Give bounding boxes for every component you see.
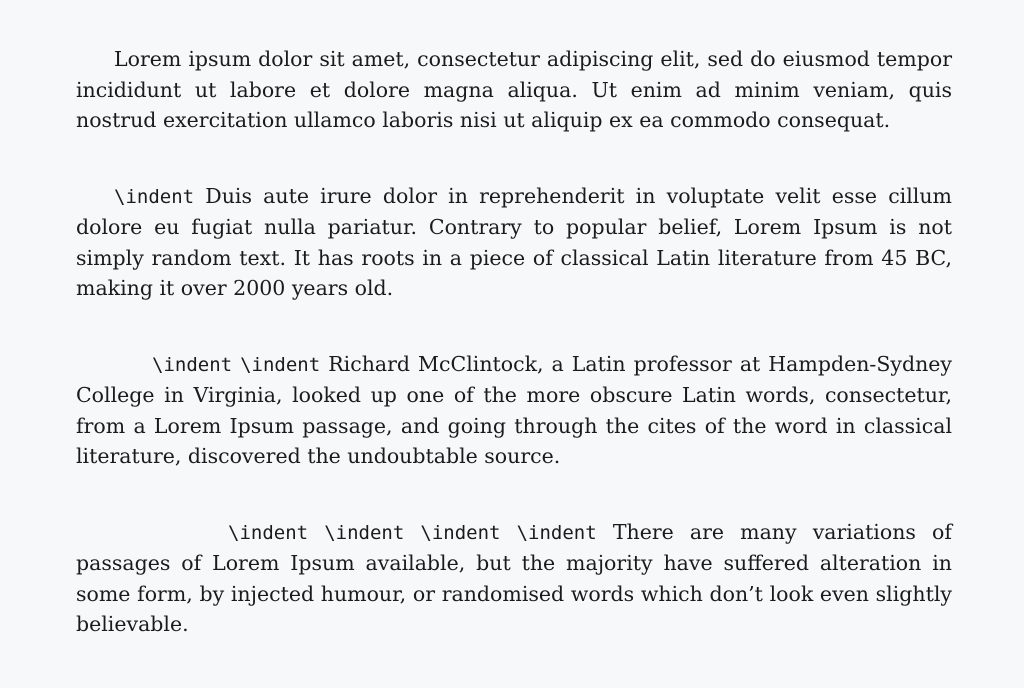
paragraph-text: Richard McClintock, a Latin professor at Hampden-Sydney College in Virginia, looked up one of the more obscure Latin words, consectetur, from a Lorem Ipsum passage, and going through the cites of the word in classical literature, discovered the undoubtable source. bbox=[76, 351, 952, 468]
paragraph-text: There are many variations of passages of Lorem Ipsum available, but the majority have suffered alteration in some form, by injected humour, or randomised words which don’t look even slightly believable. bbox=[76, 519, 952, 636]
paragraph-text: Lorem ipsum dolor sit amet, consectetur adipiscing elit, sed do eiusmod tempor incididunt ut labore et dolore magna aliqua. Ut enim ad minim veniam, quis nostrud exercitation ullamco laboris nisi ut aliquip ex ea commodo consequat. bbox=[76, 47, 952, 132]
indent-command: \indent bbox=[324, 521, 405, 544]
paragraph-4 bbox=[76, 517, 952, 640]
paragraph-1 bbox=[76, 44, 952, 136]
indent-command: \indent bbox=[516, 521, 597, 544]
indent-command: \indent bbox=[114, 185, 195, 208]
indent-command: \indent bbox=[152, 353, 233, 376]
paragraph-3 bbox=[76, 349, 952, 472]
paragraph-2 bbox=[76, 181, 952, 304]
indent-command: \indent bbox=[228, 521, 309, 544]
indent-command: \indent bbox=[240, 353, 321, 376]
paragraph-text: Duis aute irure dolor in reprehenderit in voluptate velit esse cillum dolore eu fugiat nulla pariatur. Contrary to popular belief, Lorem Ipsum is not simply random text. It has roots in a piece of classical Latin literature from 45 BC, making it over 2000 years old. bbox=[76, 183, 952, 300]
indent-command: \indent bbox=[420, 521, 501, 544]
document-page bbox=[76, 44, 952, 640]
